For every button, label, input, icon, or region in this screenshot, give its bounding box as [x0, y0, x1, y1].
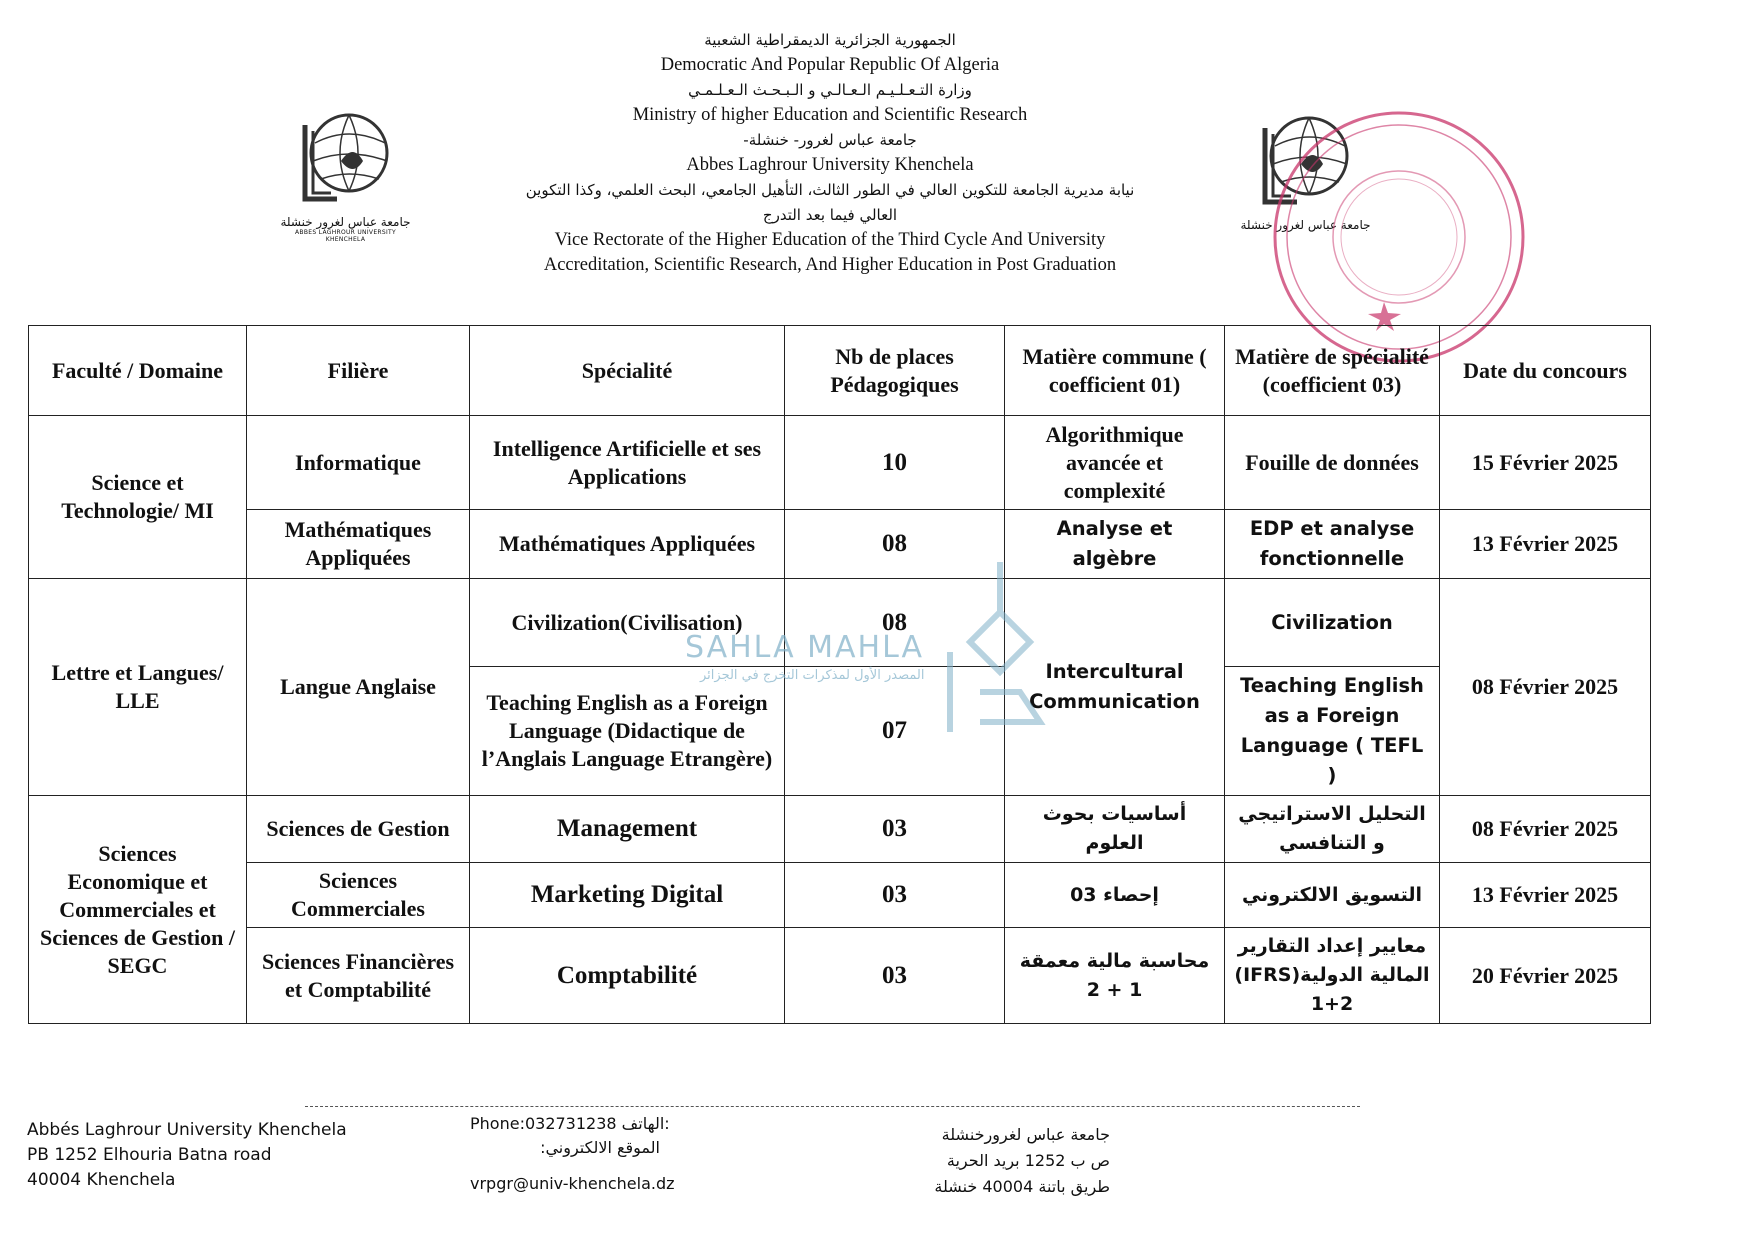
- footer-address-ar: [880, 1122, 1110, 1200]
- filiere-cell: Sciences Commerciales: [247, 863, 470, 928]
- footer-line: PB 1252 Elhouria Batna road: [27, 1145, 272, 1165]
- places-cell: 07: [785, 667, 1005, 796]
- matiere-specialite-cell: التحليل الاستراتيجي و التنافسي: [1225, 796, 1440, 863]
- footer-line: طريق باتنة 40004 خنشلة: [934, 1177, 1110, 1196]
- places-cell: 03: [785, 796, 1005, 863]
- places-cell: 03: [785, 863, 1005, 928]
- specialite-cell: Intelligence Artificielle et ses Applications: [470, 416, 785, 510]
- table-header-row: [29, 326, 1651, 416]
- commune-line: 2 + 1: [1086, 978, 1143, 1001]
- date-cell: 15 Février 2025: [1440, 416, 1651, 510]
- footer-phone-ar: الهاتف:: [621, 1114, 670, 1133]
- matiere-line: 1+2: [1310, 993, 1354, 1015]
- footer-line: Abbés Laghrour University Khenchela: [27, 1120, 347, 1140]
- matiere-specialite-cell: Civilization: [1225, 579, 1440, 667]
- header-specialite: Spécialité: [470, 326, 785, 416]
- commune-cell: [1005, 928, 1225, 1024]
- matiere-specialite-cell: التسويق الالكتروني: [1225, 863, 1440, 928]
- footer-site-ar: الموقع الالكتروني:: [540, 1138, 660, 1157]
- header-faculte: Faculté / Domaine: [29, 326, 247, 416]
- date-cell: 20 Février 2025: [1440, 928, 1651, 1024]
- vice-rectorate-ar-1: نيابة مديرية الجامعة للتكوين العالي في الطور الثالث، التأهيل الجامعي، البحث العلمي، وكذا التكوين: [525, 181, 1135, 199]
- header-matiere-commune: Matière commune ( coefficient 01): [1005, 326, 1225, 416]
- commune-cell: Intercultural Communication: [1005, 579, 1225, 796]
- faculte-cell: Sciences Economique et Commerciales et Sciences de Gestion / SEGC: [29, 796, 247, 1024]
- matiere-specialite-cell: Fouille de données: [1225, 416, 1440, 510]
- vice-rectorate-en-2: Accreditation, Scientific Research, And Higher Education in Post Graduation: [543, 255, 1117, 275]
- date-cell: 08 Février 2025: [1440, 796, 1651, 863]
- footer-divider: [305, 1106, 1360, 1107]
- header-filiere: Filière: [247, 326, 470, 416]
- table-row: [29, 928, 1651, 1024]
- header-matiere-specialite: Matière de spécialité (coefficient 03): [1225, 326, 1440, 416]
- filiere-cell: Sciences Financières et Comptabilité: [247, 928, 470, 1024]
- table-row: [29, 416, 1651, 510]
- specialite-cell: Mathématiques Appliquées: [470, 510, 785, 579]
- commune-cell: Analyse et algèbre: [1005, 510, 1225, 579]
- commune-cell: أساسيات بحوث العلوم: [1005, 796, 1225, 863]
- ministry-ar: وزارة التـعـلـيـم الـعـالـي و الـبـحـث الـعـلـمـي: [688, 81, 972, 99]
- places-cell: 08: [785, 579, 1005, 667]
- footer-line: ص ب 1252 بريد الحرية: [946, 1151, 1110, 1170]
- specialite-cell: Teaching English as a Foreign Language (Didactique de l’Anglais Language Etrangère): [470, 667, 785, 796]
- specialite-cell: Marketing Digital: [470, 863, 785, 928]
- commune-cell: Algorithmique avancée et complexité: [1005, 416, 1225, 510]
- matiere-specialite-cell: EDP et analyse fonctionnelle: [1225, 510, 1440, 579]
- filiere-cell: Langue Anglaise: [247, 579, 470, 796]
- filiere-cell: Informatique: [247, 416, 470, 510]
- vice-rectorate-ar-2: العالي فيما بعد التدرج: [762, 206, 898, 224]
- university-ar: جامعة عباس لغرور- خنشلة-: [743, 131, 917, 149]
- footer-phone: Phone:032731238: [470, 1114, 617, 1133]
- specialite-cell: Civilization(Civilisation): [470, 579, 785, 667]
- university-logo-left: [278, 103, 413, 243]
- commune-cell: إحصاء 03: [1005, 863, 1225, 928]
- specialite-cell: Management: [470, 796, 785, 863]
- matiere-line: معايير إعداد التقارير: [1237, 935, 1427, 957]
- watermark-subtitle: المصدر الأول لمذكرات التخرج في الجزائر: [700, 668, 925, 683]
- university-emblem-icon: [291, 103, 401, 213]
- faculte-cell: Lettre et Langues/ LLE: [29, 579, 247, 796]
- ministry-en: Ministry of higher Education and Scientific Research: [632, 105, 1028, 125]
- vice-rectorate-en-1: Vice Rectorate of the Higher Education of the Third Cycle And University: [554, 230, 1106, 250]
- republic-ar: الجمهورية الجزائرية الديمقراطية الشعبية: [704, 31, 956, 49]
- table-row: [29, 863, 1651, 928]
- filiere-cell: Mathématiques Appliquées: [247, 510, 470, 579]
- faculte-cell: Science et Technologie/ MI: [29, 416, 247, 579]
- republic-en: Democratic And Popular Republic Of Algeria: [660, 55, 1000, 75]
- footer-contact: [470, 1112, 700, 1196]
- header-places: Nb de places Pédagogiques: [785, 326, 1005, 416]
- footer-line: 40004 Khenchela: [27, 1170, 176, 1190]
- date-cell: 13 Février 2025: [1440, 510, 1651, 579]
- table-row: [29, 796, 1651, 863]
- matiere-specialite-cell: [1225, 928, 1440, 1024]
- date-cell: 08 Février 2025: [1440, 579, 1651, 796]
- matiere-line: المالية الدولية(IFRS): [1234, 964, 1430, 986]
- places-cell: 08: [785, 510, 1005, 579]
- logo-caption-en: ABBES LAGHROUR UNIVERSITY KHENCHELA: [295, 229, 396, 243]
- table-row: [29, 510, 1651, 579]
- footer-address-en: [27, 1118, 347, 1193]
- commune-line: محاسبة مالية معمقة: [1019, 949, 1210, 972]
- footer-line: جامعة عباس لغرورخنشلة: [941, 1125, 1110, 1144]
- logo-caption-ar: جامعة عباس لغرور خنشلة: [280, 215, 411, 229]
- places-cell: 10: [785, 416, 1005, 510]
- document-header: [470, 28, 1190, 278]
- specialite-cell: Comptabilité: [470, 928, 785, 1024]
- watermark-title: SAHLA MAHLA: [685, 630, 925, 665]
- footer-phone-line: [470, 1112, 700, 1136]
- date-cell: 13 Février 2025: [1440, 863, 1651, 928]
- logo-caption-ar: جامعة عباس لغرور خنشلة: [1240, 218, 1371, 232]
- filiere-cell: Sciences de Gestion: [247, 796, 470, 863]
- places-cell: 03: [785, 928, 1005, 1024]
- footer-email[interactable]: vrpgr@univ-khenchela.dz: [470, 1174, 675, 1193]
- matiere-specialite-cell: Teaching English as a Foreign Language ( TEFL ): [1225, 667, 1440, 796]
- university-en: Abbes Laghrour University Khenchela: [686, 155, 974, 175]
- header-date: Date du concours: [1440, 326, 1651, 416]
